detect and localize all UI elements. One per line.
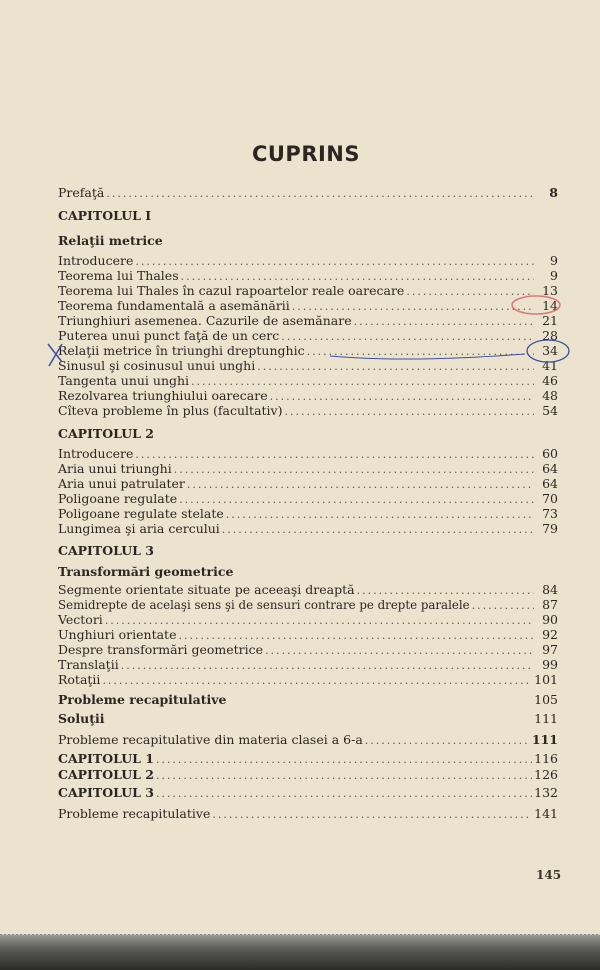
entry-page: 64 [542,461,558,476]
toc-entry[interactable] [58,358,558,374]
toc-entry[interactable] [58,268,558,284]
entry-title: Vectori [58,612,103,627]
leader-dots [106,186,534,202]
toc-entry[interactable] [58,597,558,613]
page-title: CUPRINS [251,142,361,166]
entry-page: 60 [542,446,558,461]
toc-entry[interactable] [58,672,558,688]
entry-page: 132 [534,785,558,800]
entry-page: 97 [542,642,558,657]
entry-page: 28 [542,328,558,343]
toc-entry[interactable] [58,506,558,522]
entry-title: Semidrepte de acelaşi sens şi de sensuri contrare pe drepte paralele [58,598,470,612]
entry-page: 8 [549,185,558,200]
toc-entry[interactable] [58,657,558,673]
chapter-1-subheading: Relaţii metrice [58,233,163,248]
entry-title: Translaţii [58,657,119,672]
leader-dots [156,768,532,784]
leader-dots [156,752,532,768]
entry-page: 92 [542,627,558,642]
entry-title: Rotaţii [58,672,101,687]
toc-entry[interactable] [58,328,558,344]
toc-entry-recap[interactable] [58,692,558,708]
toc-entry[interactable] [58,388,558,404]
entry-page: 87 [542,597,558,612]
entry-page: 111 [531,732,558,747]
toc-entry[interactable] [58,313,558,329]
entry-title: Rezolvarea triunghiului oarecare [58,388,268,403]
entry-page: 141 [534,806,558,821]
toc-entry[interactable] [58,343,558,359]
entry-page: 48 [542,388,558,403]
toc-entry-recap-grade6[interactable] [58,732,558,748]
leader-dots [365,733,530,749]
entry-page: 21 [542,313,558,328]
entry-title: CAPITOLUL 2 [58,767,154,782]
leader-dots [156,786,532,802]
toc-entry[interactable] [58,373,558,389]
toc-entry[interactable] [58,642,558,658]
entry-page: 34 [542,343,558,358]
entry-page: 84 [542,582,558,597]
entry-title: Tangenta unui unghi [58,373,190,388]
entry-page: 70 [542,491,558,506]
entry-title: Unghiuri orientate [58,627,177,642]
entry-title: Poligoane regulate [58,491,178,506]
entry-page: 9 [550,268,558,283]
entry-title: Poligoane regulate stelate [58,506,224,521]
entry-title: Aria unui triunghi [58,461,172,476]
entry-page: 79 [542,521,558,536]
entry-title: Sinusul şi cosinusul unui unghi [58,358,256,373]
entry-page: 14 [542,298,558,313]
entry-title: Puterea unui punct faţă de un cerc [58,328,280,343]
chapter-2-heading: CAPITOLUL 2 [58,426,154,441]
entry-title: CAPITOLUL 3 [58,785,154,800]
leader-dots [285,404,535,420]
toc-entry[interactable] [58,298,558,314]
toc-entry-recap-ch2[interactable] [58,767,558,783]
toc-entry-recap-ch3[interactable] [58,785,558,801]
entry-title: Relaţii metrice în triunghi dreptunghic [58,343,305,358]
entry-page: 64 [542,476,558,491]
toc-entry[interactable] [58,476,558,492]
entry-title: Introducere [58,253,134,268]
entry-page: 116 [534,751,558,766]
book-cover-edge [0,935,600,970]
entry-page: 101 [534,672,558,687]
toc-entry-recap-final[interactable] [58,806,558,822]
entry-page: 13 [542,283,558,298]
chapter-1-heading: CAPITOLUL I [58,208,152,223]
toc-entry[interactable] [58,612,558,628]
toc-entry[interactable] [58,461,558,477]
entry-page: 54 [542,403,558,418]
entry-title: Probleme recapitulative din materia clasei a 6-a [58,732,363,747]
entry-title: Segmente orientate situate pe aceeaşi dreaptă [58,582,355,597]
entry-page: 105 [534,692,558,707]
entry-page: 46 [542,373,558,388]
entry-page: 90 [542,612,558,627]
toc-entry[interactable] [58,627,558,643]
entry-page: 73 [542,506,558,521]
toc-entry-preface[interactable] [58,185,558,201]
toc-entry[interactable] [58,403,558,419]
entry-title: Triunghiuri asemenea. Cazurile de asemănare [58,313,352,328]
entry-title: Prefaţă [58,185,105,200]
entry-title: Teorema lui Thales [58,268,179,283]
toc-entry[interactable] [58,521,558,537]
page-number: 145 [536,868,562,882]
entry-title: Aria unui patrulater [58,476,185,491]
toc-entry[interactable] [58,283,558,299]
entry-page: 99 [542,657,558,672]
entry-title: Teorema lui Thales în cazul rapoartelor reale oarecare [58,283,405,298]
toc-entry[interactable] [58,446,558,462]
entry-page: 41 [542,358,558,373]
entry-title: CAPITOLUL 1 [58,751,154,766]
entry-page: 111 [534,711,558,726]
chapter-3-subheading: Transformări geometrice [58,564,234,579]
entry-title: Soluţii [58,711,105,726]
toc-entry[interactable] [58,491,558,507]
leader-dots [222,522,534,538]
entry-page: 126 [534,767,558,782]
entry-page: 9 [550,253,558,268]
leader-dots [212,807,532,823]
entry-title: Probleme recapitulative [58,692,227,707]
entry-title: Introducere [58,446,134,461]
entry-title: Despre transformări geometrice [58,642,264,657]
toc-entry-solutions[interactable] [58,711,558,727]
toc-entry-recap-ch1[interactable] [58,751,558,767]
chapter-3-heading: CAPITOLUL 3 [58,543,154,558]
toc-entry[interactable] [58,582,558,598]
entry-title: Probleme recapitulative [58,806,211,821]
entry-title: Teorema fundamentală a asemănării [58,298,290,313]
entry-title: Cîteva probleme în plus (facultativ) [58,403,283,418]
toc-entry[interactable] [58,253,558,269]
entry-title: Lungimea şi aria cercului [58,521,220,536]
leader-dots [102,673,532,689]
